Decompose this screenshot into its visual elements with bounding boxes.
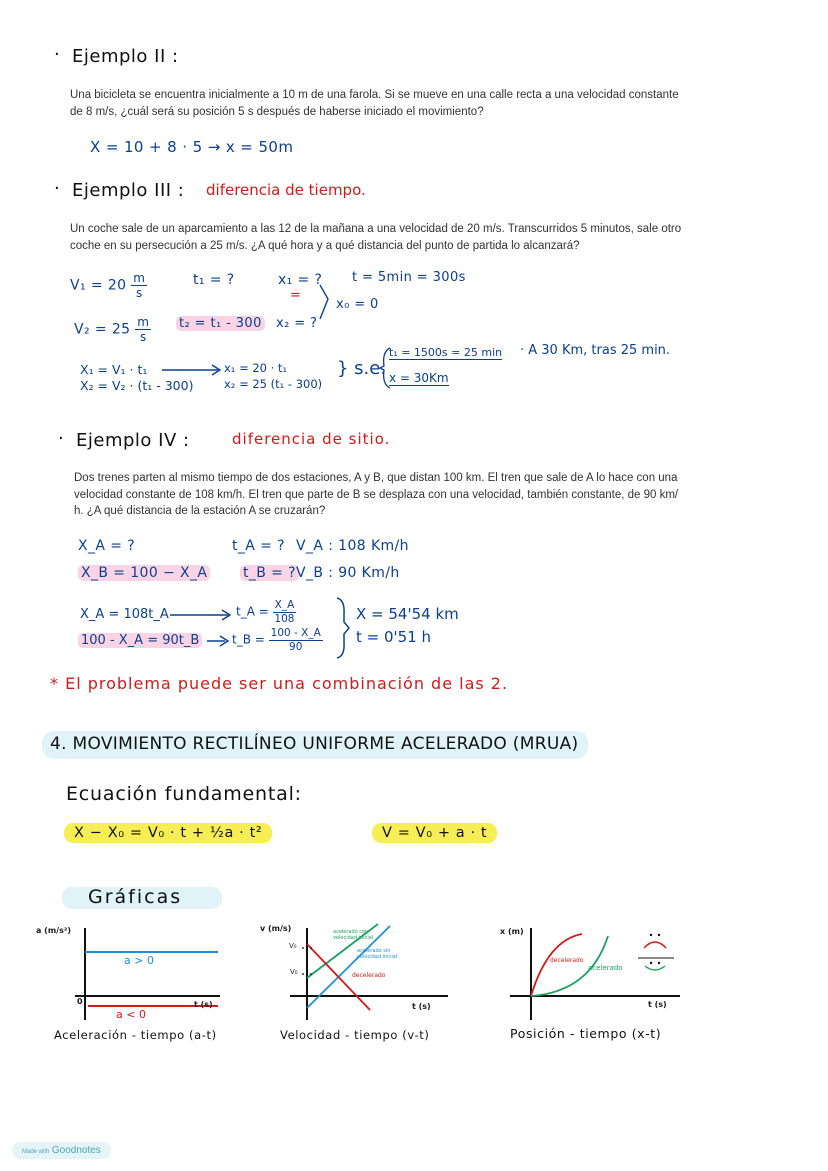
pos-curve-decelerated: [531, 934, 582, 996]
ex4-ta-frac: [273, 600, 297, 624]
ex2-statement-line2: de 8 m/s, ¿cuál será su posición 5 s después de haberse iniciado el movimiento?: [70, 105, 484, 118]
eq-position: [64, 825, 272, 841]
pos-caption: Posición - tiempo (x-t): [510, 1026, 662, 1041]
ex4-statement-line2: velocidad constante de 108 km/h. El tren que parte de B se desplaza con una velocidad, también constante, de 90 km/: [74, 488, 679, 501]
vel-label-accel-zero: acelerado sin velocidad inicial: [357, 948, 398, 960]
ex3-delay: t = 5min = 300s: [352, 270, 466, 285]
ex4-statement: [74, 470, 774, 520]
vel-x-label: t (s): [412, 1002, 431, 1011]
pos-concavity-icon: [636, 930, 676, 974]
ex3-v2-unit-num: m: [137, 315, 150, 329]
ex4-title: Ejemplo IV :: [76, 430, 190, 451]
ex3-arrow: [160, 362, 224, 378]
ex4-tb: [240, 565, 299, 581]
ex3-answer: · A 30 Km, tras 25 min.: [520, 343, 671, 358]
ex3-x1: x₁ = ?: [278, 272, 323, 288]
section4-title: 4. MOVIMIENTO RECTILÍNEO UNIFORME ACELERADO (MRUA): [50, 734, 579, 754]
ex4-arrow2: [205, 633, 231, 649]
bullet-ex3: ·: [54, 178, 60, 199]
ex4-arrow1: [168, 607, 234, 623]
ex3-eq-b: X₂ = V₂ · (t₁ - 300): [80, 378, 194, 393]
graphs-heading: Gráficas: [88, 886, 183, 908]
vel-label-decelerated: decelerado: [352, 972, 386, 979]
eq-velocity-text: V = V₀ + a · t: [372, 823, 497, 843]
ex4-tb-eq: [232, 628, 323, 652]
ex4-tb-eq-label: t_B =: [232, 632, 265, 647]
ex4-va: V_A : 108 Km/h: [296, 538, 409, 554]
ex3-v2-unit-den: s: [140, 330, 147, 344]
ex4-ta-eq: [236, 600, 296, 624]
ex4-xb: [78, 565, 210, 581]
ex3-statement-line1: Un coche sale de un aparcamiento a las 12 de la mañana a una velocidad de 20 m/s. Transcurridos 5 minutos, sale otro: [70, 223, 682, 235]
vel-label-accel-initial: acelerado con velocidad inicial: [333, 929, 374, 941]
ex4-tb-frac-num: 100 - X_A: [270, 627, 321, 639]
vel-v0-top: V₀: [289, 942, 297, 950]
ex4-ta-eq-label: t_A =: [236, 604, 269, 619]
ex4-statement-line1: Dos trenes parten al mismo tiempo de dos estaciones, A y B, que distan 100 km. El tren que sale de A lo hace con una: [74, 472, 678, 484]
ex4-result-t: t = 0'51 h: [356, 628, 432, 646]
ex3-v1-label: V₁ = 20: [70, 277, 127, 294]
ex3-eq-b2: x₂ = 25 (t₁ - 300): [224, 377, 323, 391]
ex4-vb: V_B : 90 Km/h: [296, 565, 400, 581]
ex3-result-x: [389, 371, 449, 385]
ex3-subtitle: diferencia de tiempo.: [206, 181, 366, 199]
ex3-statement-line2: coche en su persecución a 25 m/s. ¿A qué hora y a qué distancia del punto de partida lo alcanzará?: [70, 239, 580, 252]
ex3-v2-unit: [135, 316, 151, 343]
acc-y-label: a (m/s²): [36, 926, 72, 935]
pos-x-label: t (s): [648, 1000, 667, 1009]
ex3-v1-unit-den: s: [136, 286, 143, 300]
badge-brand: Goodnotes: [51, 1145, 101, 1156]
ex3-x0: x₀ = 0: [336, 297, 379, 312]
ex3-v2: [74, 316, 151, 343]
ex2-solution: X = 10 + 8 · 5 → x = 50m: [90, 138, 294, 156]
ex3-t2-text: t₂ = t₁ - 300: [176, 316, 265, 331]
ex3-se: } s.e.: [337, 358, 387, 379]
ex4-xa: X_A = ?: [78, 538, 136, 554]
vel-caption: Velocidad - tiempo (v-t): [280, 1028, 430, 1042]
ex4-tb-frac-den: 90: [289, 640, 303, 653]
ex4-xb-text: X_B = 100 − X_A: [78, 565, 210, 581]
ex4-ta: t_A = ?: [232, 538, 285, 554]
ex3-x2: x₂ = ?: [276, 316, 318, 331]
ex3-v2-label: V₂ = 25: [74, 321, 131, 338]
ex2-title: Ejemplo II :: [72, 46, 179, 67]
ex4-note: * El problema puede ser una combinación de las 2.: [50, 674, 509, 693]
ex3-equal-sign: =: [290, 288, 301, 303]
ex3-result-t: [389, 346, 502, 359]
pos-y-label: x (m): [500, 927, 524, 936]
ex3-v1-unit: [131, 272, 147, 299]
ex4-subtitle: diferencia de sitio.: [232, 430, 391, 448]
ex3-statement: [70, 221, 770, 254]
acc-x-label: t (s): [194, 1000, 213, 1009]
ex3-t1: t₁ = ?: [193, 272, 235, 288]
pos-label-decelerated: decelerado: [550, 957, 584, 964]
acc-caption: Aceleración - tiempo (a-t): [54, 1028, 217, 1042]
section4-eq-heading: Ecuación fundamental:: [66, 783, 302, 805]
pos-label-accelerated: acelerado: [588, 964, 623, 972]
vel-y-label: v (m/s): [260, 924, 292, 933]
ex4-tb-text: t_B = ?: [240, 565, 299, 581]
ex4-brace: [334, 596, 352, 660]
ex4-eq1: X_A = 108t_A: [80, 607, 169, 622]
ex4-statement-line3: h. ¿A qué distancia de la estación A se cruzarán?: [74, 505, 326, 517]
ex3-t2: [176, 316, 265, 331]
ex3-result-x-text: x = 30Km: [389, 371, 449, 385]
bullet-ex2: ·: [54, 44, 60, 65]
ex4-ta-frac-den: 108: [274, 612, 295, 625]
ex4-tb-frac: [269, 628, 323, 652]
eq-velocity: [372, 825, 497, 841]
ex3-eq-a2: x₁ = 20 · t₁: [224, 361, 288, 375]
goodnotes-badge: [12, 1142, 111, 1159]
ex3-title: Ejemplo III :: [72, 180, 185, 201]
acc-origin: 0: [77, 997, 83, 1006]
ex4-eq2: [78, 633, 202, 648]
ex3-equations-right: [224, 360, 322, 392]
ex3-v1: [70, 272, 147, 299]
ex3-eq-a: X₁ = V₁ · t₁: [80, 362, 148, 377]
ex4-eq2-text: 100 - X_A = 90t_B: [78, 633, 202, 648]
ex2-statement-line1: Una bicicleta se encuentra inicialmente a 10 m de una farola. Si se mueve en una calle recta a una velocidad constante: [70, 89, 679, 101]
bullet-ex4: ·: [58, 428, 64, 449]
ex4-ta-frac-num: X_A: [274, 599, 295, 611]
ex3-result-t-text: t₁ = 1500s = 25 min: [389, 346, 503, 359]
acc-negative-label: a < 0: [116, 1008, 146, 1021]
ex3-v1-unit-num: m: [133, 271, 146, 285]
eq-position-text: X − X₀ = V₀ · t + ½a · t²: [64, 823, 272, 843]
ex4-result-x: X = 54'54 km: [356, 605, 459, 623]
vel-v0-low: V₀: [290, 968, 298, 976]
acc-positive-label: a > 0: [124, 954, 154, 967]
ex2-statement: [70, 87, 770, 120]
badge-made-with: Made with: [22, 1149, 50, 1155]
